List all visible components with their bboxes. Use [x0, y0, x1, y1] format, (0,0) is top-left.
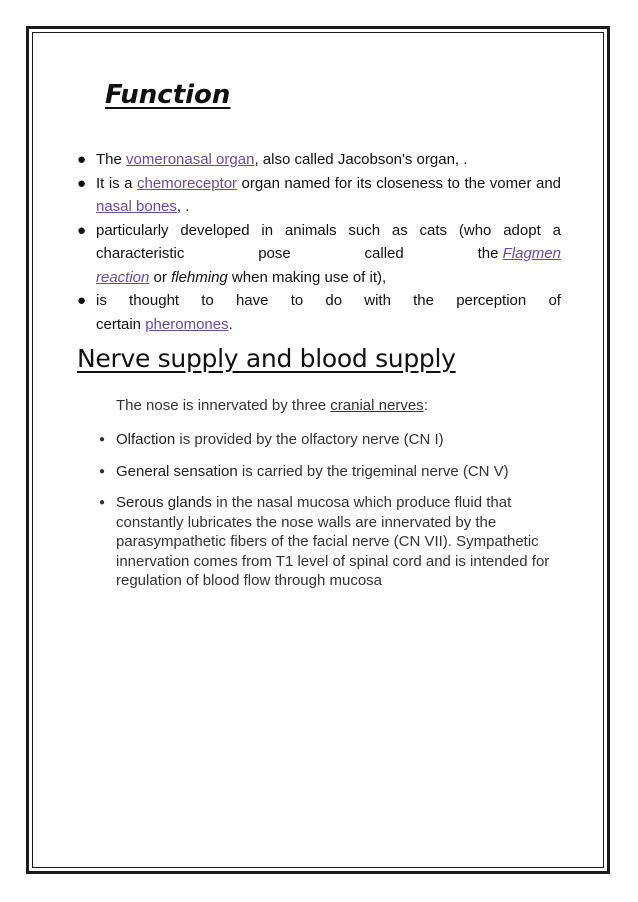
text-line: reaction or flehming when making use of it), [96, 268, 387, 286]
bullet-dot-icon: ● [77, 292, 87, 309]
cranial-nerves-link[interactable]: cranial nerves [330, 397, 424, 414]
function-heading: Function [105, 80, 231, 110]
bullet-dot-icon: ● [77, 221, 87, 239]
list-item: ● The vomeronasal organ, also called Jacobson's organ, . [77, 148, 561, 172]
flagmen-reaction-link[interactable]: Flagmen [502, 245, 561, 262]
list-item [77, 219, 561, 290]
list-item: ● It is a chemoreceptor organ named for its closeness to the vomer and nasal bones, . [77, 172, 561, 219]
justified-line: characteristic pose called the Flagmen [96, 245, 561, 262]
flagmen-reaction-link-cont[interactable]: reaction [96, 268, 150, 286]
bullet-dot-icon: ● [77, 174, 87, 192]
list-item: ● General sensation is carried by the trigeminal nerve (CN V) [99, 462, 509, 480]
function-bullet-list [77, 148, 561, 336]
pheromones-link[interactable]: pheromones [145, 315, 229, 333]
bullet-dot-icon: ● [99, 497, 106, 508]
bullet-dot-icon: ● [77, 151, 87, 168]
vomeronasal-organ-link[interactable]: vomeronasal organ [126, 151, 255, 168]
list-item: ● Olfaction is provided by the olfactory nerve (CN I) [99, 431, 444, 448]
list-item [77, 289, 561, 336]
list-item: ● Serous glands in the nasal mucosa which produce fluid that constantly lubricates the nose walls are innervated by the parasympathetic fibers of the facial nerve (CN VII). Sympathetic innervation comes from T1 level of spinal cord and is intended for regulation of blood flow through mucosa [99, 494, 550, 589]
justified-line: particularly developed in animals such as cats (who adopt a [96, 221, 561, 239]
nerve-bullet-list [97, 430, 557, 603]
justified-line: is thought to have to do with the perception of [96, 292, 561, 309]
nasal-bones-link[interactable]: nasal bones [96, 198, 177, 215]
bullet-dot-icon: ● [99, 434, 106, 445]
text-line: certain pheromones. [96, 315, 233, 333]
bullet-dot-icon: ● [99, 465, 106, 477]
chemoreceptor-link[interactable]: chemoreceptor [137, 174, 238, 192]
nerve-supply-heading: Nerve supply and blood supply [77, 344, 456, 373]
nerve-intro-text: The nose is innervated by three cranial nerves: [116, 397, 428, 414]
